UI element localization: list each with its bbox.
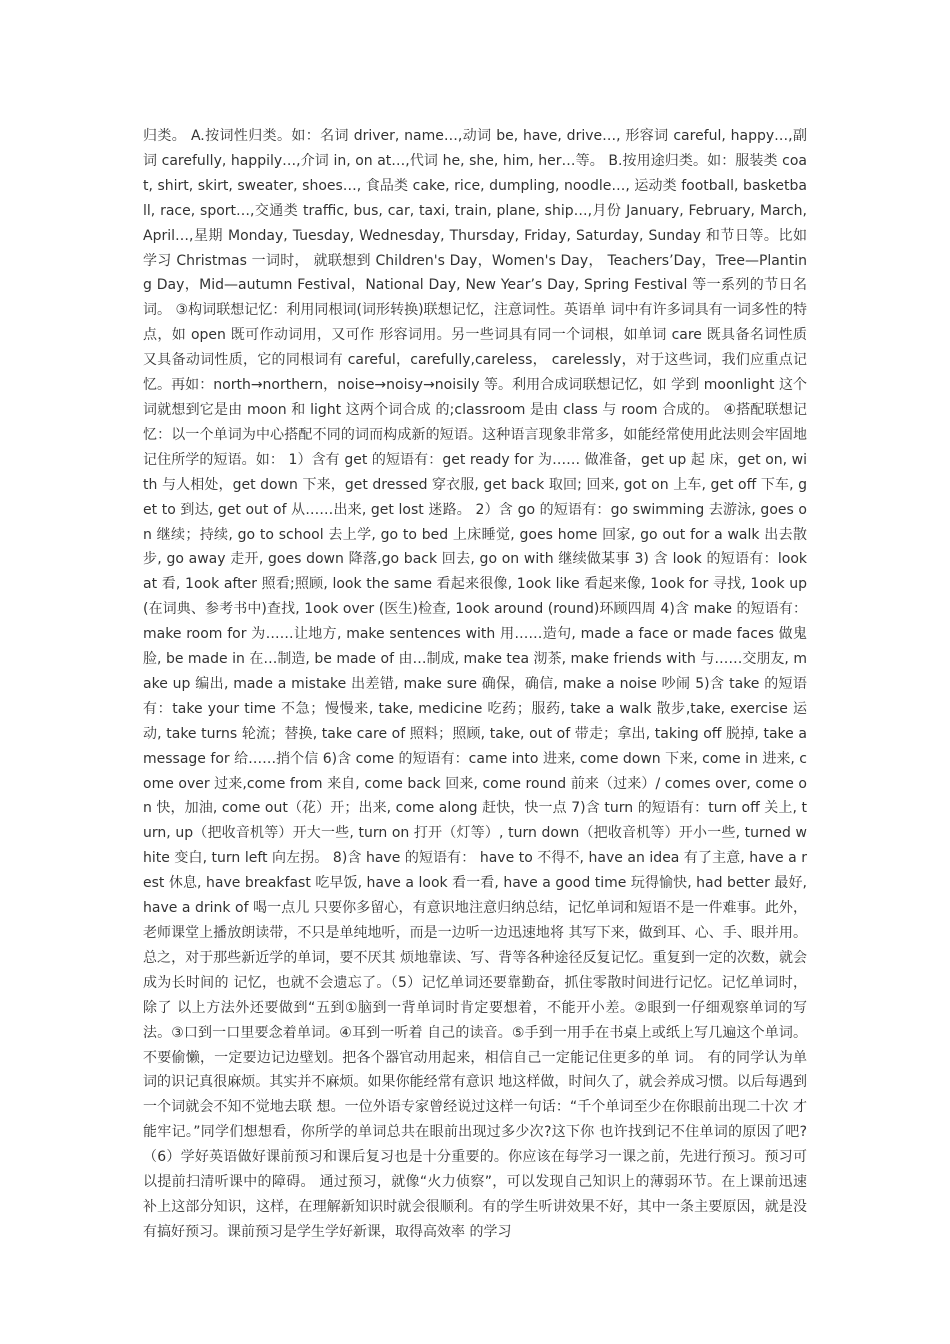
body-text-block — [143, 124, 807, 1245]
body-paragraph: 归类。 A.按词性归类。如：名词 driver, name…,动词 be, have, drive…, 形容词 careful, happy…,副词 carefully, happily…,介词 in, on at…,代词 he, she, him, her…等。 B.按用途归类。如：服装类 coat, shirt, skirt, sweater, shoes…, 食品类 cake, rice, dumpling, noodle…, 运动类 football, basketball, race, sport…,交通类 traffic, bus, car, taxi, train, plane, ship…,月份 January, February, March, April…,星期 Monday, Tuesday, Wednesday, Thursday, Friday, Saturday, Sunday 和节日等。比如学习 Christmas 一词时， 就联想到 Children's Day，Women's Day， Teachers’Day，Tree—Planting Day，Mid—autumn Festival，National Day, New Year’s Day, Spring Festival 等一系列的节日名词。 ③构词联想记忆：利用同根词(词形转换)联想记忆，注意词性。英语单 词中有许多词具有一词多性的特点，如 open 既可作动词用，又可作 形容词用。另一些词具有同一个词根，如单词 care 既具备名词性质 又具备动词性质，它的同根词有 careful，carefully,careless， carelessly，对于这些词，我们应重点记忆。再如：north→northern，noise→noisy→noisily 等。利用合成词联想记忆，如 学到 moonlight 这个词就想到它是由 moon 和 light 这两个词合成 的;classroom 是由 class 与 room 合成的。 ④搭配联想记忆：以一个单词为中心搭配不同的词而构成新的短语。这种语言现象非常多，如能经常使用此法则会牢固地记住所学的短语。如： 1）含有 get 的短语有：get ready for 为…… 做准备，get up 起 床，get on, with 与人相处，get down 下来，get dressed 穿衣服, get back 取回; 回来, got on 上车, get off 下车, get to 到达, get out of 从……出来, get lost 迷路。 2）含 go 的短语有：go swimming 去游泳, goes on 继续；持续, go to school 去上学, go to bed 上床睡觉, goes home 回家, go out for a walk 出去散步, go away 走开, goes down 降落,go back 回去, go on with 继续做某事 3) 含 look 的短语有：look at 看, 1ook after 照看;照顾, look the same 看起来很像, 1ook like 看起来像, 1ook for 寻找, 1ook up(在词典、参考书中)查找, 1ook over (医生)检查, 1ook around (round)环顾四周 4)含 make 的短语有：make room for 为……让地方, make sentences with 用……造句, made a face or made faces 做鬼脸, be made in 在…制造, be made of 由…制成, make tea 沏茶, make friends with 与……交朋友, make up 编出, made a mistake 出差错, make sure 确保，确信, make a noise 吵闹 5)含 take 的短语有：take your time 不急；慢慢来, take, medicine 吃药；服药, take a walk 散步,take, exercise 运动, take turns 轮流；替换, take care of 照料；照顾, take, out of 带走；拿出, taking off 脱掉, take a message for 给……捎个信 6)含 come 的短语有：came into 进来, come down 下来, come in 进来, come over 过来,come from 来自, come back 回来, come round 前来（过来）/ comes over, come on 快，加油, come out（花）开；出来, come along 赶快，快一点 7)含 turn 的短语有：turn off 关上, turn, up（把收音机等）开大一些, turn on 打开（灯等）, turn down（把收音机等）开小一些, turned white 变白, turn left 向左拐。 8)含 have 的短语有： have to 不得不, have an idea 有了主意, have a rest 休息, have breakfast 吃早饭, have a look 看一看, have a good time 玩得愉快, had better 最好,have a drink of 喝一点儿 只要你多留心，有意识地注意归纳总结，记忆单词和短语不是一件难事。此外，老师课堂上播放朗读带，不只是单纯地听，而是一边听一边迅速地将 其写下来，做到耳、心、手、眼并用。总之，对于那些新近学的单词，要不厌其 烦地靠读、写、背等各种途径反复记忆。重复到一定的次数，就会成为长时间的 记忆，也就不会遗忘了。（5）记忆单词还要靠勤奋，抓住零散时间进行记忆。记忆单词时，除了 以上方法外还要做到“五到①脑到一背单词时肯定要想着，不能开小差。②眼到一仔细观察单词的写法。③口到一口里要念着单词。④耳到一听着 自己的读音。⑤手到一用手在书桌上或纸上写几遍这个单词。不要偷懒，一定要边记边壁划。把各个器官动用起来，相信自己一定能记住更多的单 词。 有的同学认为单词的识记真很麻烦。其实并不麻烦。如果你能经常有意识 地这样做，时间久了，就会养成习惯。以后每遇到一个词就会不知不觉地去联 想。一位外语专家曾经说过这样一句话：“千个单词至少在你眼前出现二十次 才能牢记。”同学们想想看，你所学的单词总共在眼前出现过多少次?这下你 也许找到记不住单词的原因了吧?（6）学好英语做好课前预习和课后复习也是十分重要的。你应该在每学习一课之前，先进行预习。预习可以提前扫清听课中的障碍。 通过预习，就像“火力侦察”，可以发现自己知识上的薄弱环节。在上课前迅速 补上这部分知识，这样，在理解新知识时就会很顺利。有的学生听讲效果不好，其中一条主要原因，就是没有搞好预习。课前预习是学生学好新课，取得高效率 的学习 — [143, 128, 807, 1240]
